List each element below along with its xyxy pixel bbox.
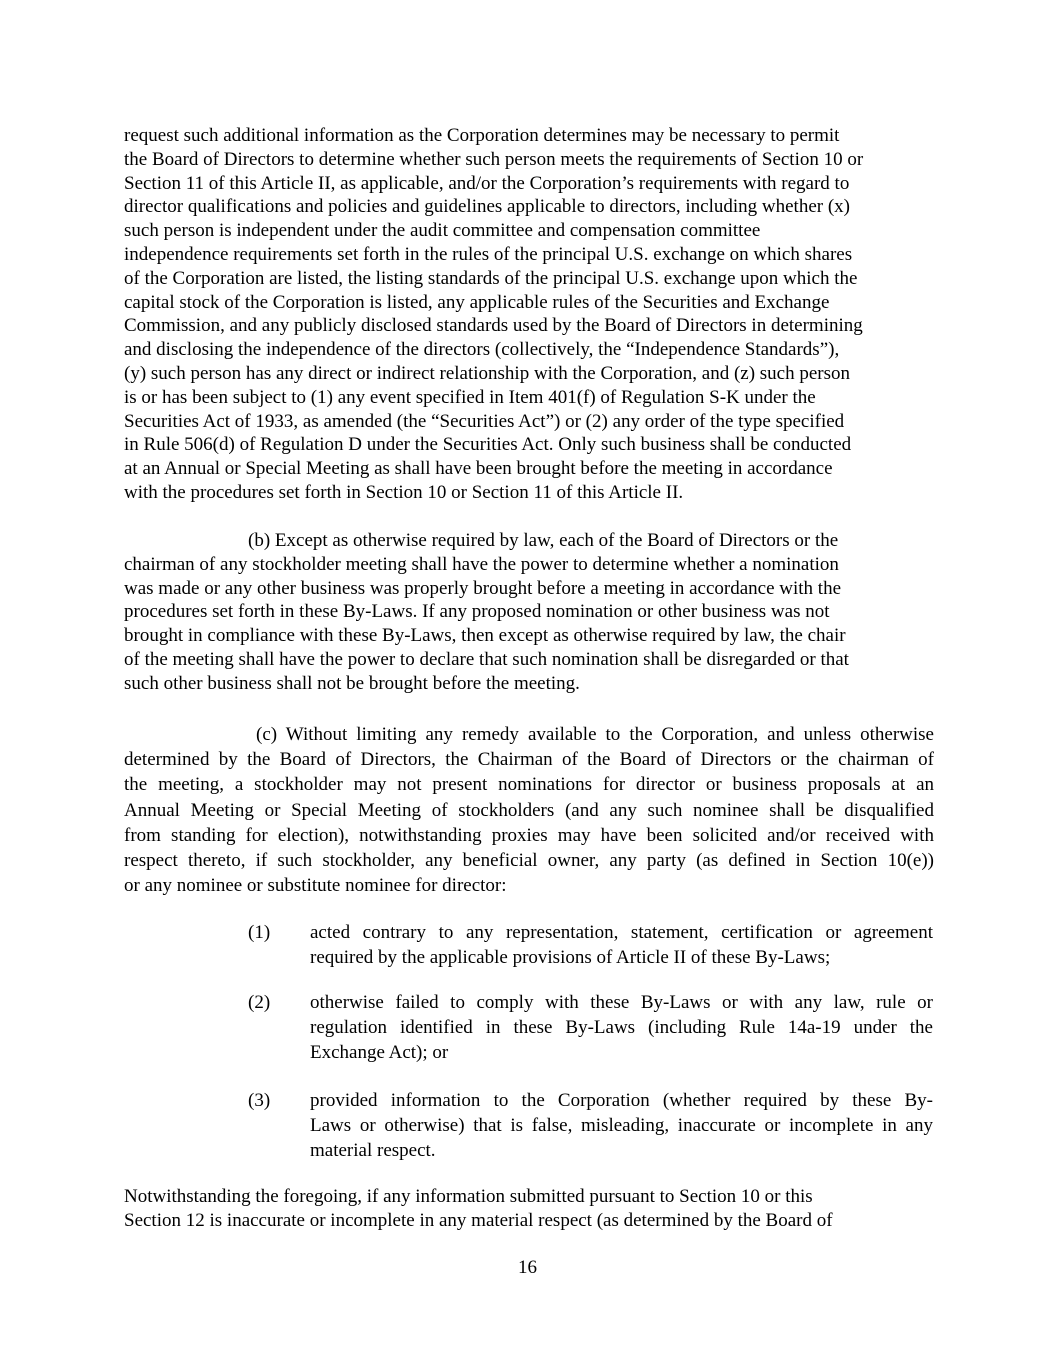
list-item-line: provided information to the Corporation (whether required by these By-: [310, 1090, 933, 1111]
paragraph-a-line: in Rule 506(d) of Regulation D under the Securities Act. Only such business shall be conducted: [124, 434, 852, 456]
paragraph-a-line: request such additional information as the Corporation determines may be necessary to permit: [124, 125, 840, 146]
paragraph-c: [124, 722, 934, 898]
paragraph-a: [124, 124, 934, 505]
paragraph-b-line: brought in compliance with these By-Laws, then except as otherwise required by law, the chair: [124, 625, 846, 647]
paragraph-a-line: director qualifications and policies and guidelines applicable to directors, including whether (x): [124, 196, 850, 218]
paragraph-a-line: independence requirements set forth in the rules of the principal U.S. exchange on which shares: [124, 243, 853, 265]
list-item-line: otherwise failed to comply with these By-Laws or with any law, rule or: [310, 992, 933, 1013]
paragraph-a-line: is or has been subject to (1) any event specified in Item 401(f) of Regulation S-K under the: [124, 386, 816, 408]
paragraph-c-line: the meeting, a stockholder may not present nominations for director or business proposals at an: [124, 774, 934, 796]
list-item-text: [310, 920, 933, 970]
list-item-text: [310, 990, 933, 1065]
page-number: 16: [518, 1257, 537, 1278]
paragraph-a-line: Securities Act of 1933, as amended (the “Securities Act”) or (2) any order of the type specified: [124, 410, 845, 432]
paragraph-a-line: with the procedures set forth in Section 10 or Section 11 of this Article II.: [124, 481, 684, 503]
paragraph-b-line: of the meeting shall have the power to declare that such nomination shall be disregarded or that: [124, 648, 849, 670]
list-item-line: regulation identified in these By-Laws (including Rule 14a-19 under the: [310, 1017, 933, 1038]
paragraph-a-line: at an Annual or Special Meeting as shall have been brought before the meeting in accordance: [124, 458, 833, 480]
list-item-number: (2): [248, 992, 271, 1013]
paragraph-b: [124, 529, 934, 696]
paragraph-c-line: Annual Meeting or Special Meeting of stockholders (and any such nominee shall be disqualified: [124, 799, 934, 821]
paragraph-a-line: such person is independent under the audit committee and compensation committee: [124, 220, 761, 242]
list-item-text: [310, 1088, 933, 1163]
paragraph-a-line: Commission, and any publicly disclosed standards used by the Board of Directors in determining: [124, 315, 863, 337]
paragraph-a-line: Section 11 of this Article II, as applicable, and/or the Corporation’s requirements with regard to: [124, 172, 850, 194]
paragraph-a-line: (y) such person has any direct or indirect relationship with the Corporation, and (z) such person: [124, 362, 851, 384]
paragraph-c-line: determined by the Board of Directors, the Chairman of the Board of Directors or the chairman of: [124, 749, 934, 771]
paragraph-a-line: capital stock of the Corporation is listed, any applicable rules of the Securities and Exchange: [124, 291, 830, 313]
list-item-number: (1): [248, 922, 271, 943]
paragraph-a-line: the Board of Directors to determine whether such person meets the requirements of Section 10 or: [124, 148, 864, 170]
list-item-number: (3): [248, 1090, 271, 1111]
paragraph-b-line: procedures set forth in these By-Laws. If any proposed nomination or other business was not: [124, 601, 830, 623]
paragraph-final-line: Section 12 is inaccurate or incomplete in any material respect (as determined by the Board of: [124, 1209, 833, 1231]
paragraph-final: [124, 1185, 934, 1233]
list-item-line: material respect.: [310, 1140, 436, 1161]
list-item-line: required by the applicable provisions of Article II of these By-Laws;: [310, 947, 831, 968]
paragraph-c-line: (c) Without limiting any remedy available to the Corporation, and unless otherwise: [256, 724, 934, 745]
paragraph-b-line: (b) Except as otherwise required by law, each of the Board of Directors or the: [248, 530, 839, 551]
paragraph-c-line: or any nominee or substitute nominee for director:: [124, 875, 507, 897]
paragraph-c-line: from standing for election), notwithstanding proxies may have been solicited and/or received with: [124, 824, 934, 846]
list-item-line: Laws or otherwise) that is false, misleading, inaccurate or incomplete in any: [310, 1115, 933, 1136]
list-item-line: Exchange Act); or: [310, 1042, 449, 1063]
paragraph-b-line: such other business shall not be brought before the meeting.: [124, 672, 580, 694]
paragraph-b-line: was made or any other business was properly brought before a meeting in accordance with the: [124, 577, 842, 599]
paragraph-a-line: and disclosing the independence of the directors (collectively, the “Independence Standards”),: [124, 339, 840, 361]
paragraph-c-line: respect thereto, if such stockholder, any beneficial owner, any party (as defined in Section 10(e)): [124, 850, 934, 872]
paragraph-b-line: chairman of any stockholder meeting shall have the power to determine whether a nomination: [124, 553, 839, 575]
paragraph-final-line: Notwithstanding the foregoing, if any information submitted pursuant to Section 10 or this: [124, 1186, 813, 1207]
list-item-line: acted contrary to any representation, statement, certification or agreement: [310, 922, 933, 943]
paragraph-a-line: of the Corporation are listed, the listing standards of the principal U.S. exchange upon which the: [124, 267, 858, 289]
